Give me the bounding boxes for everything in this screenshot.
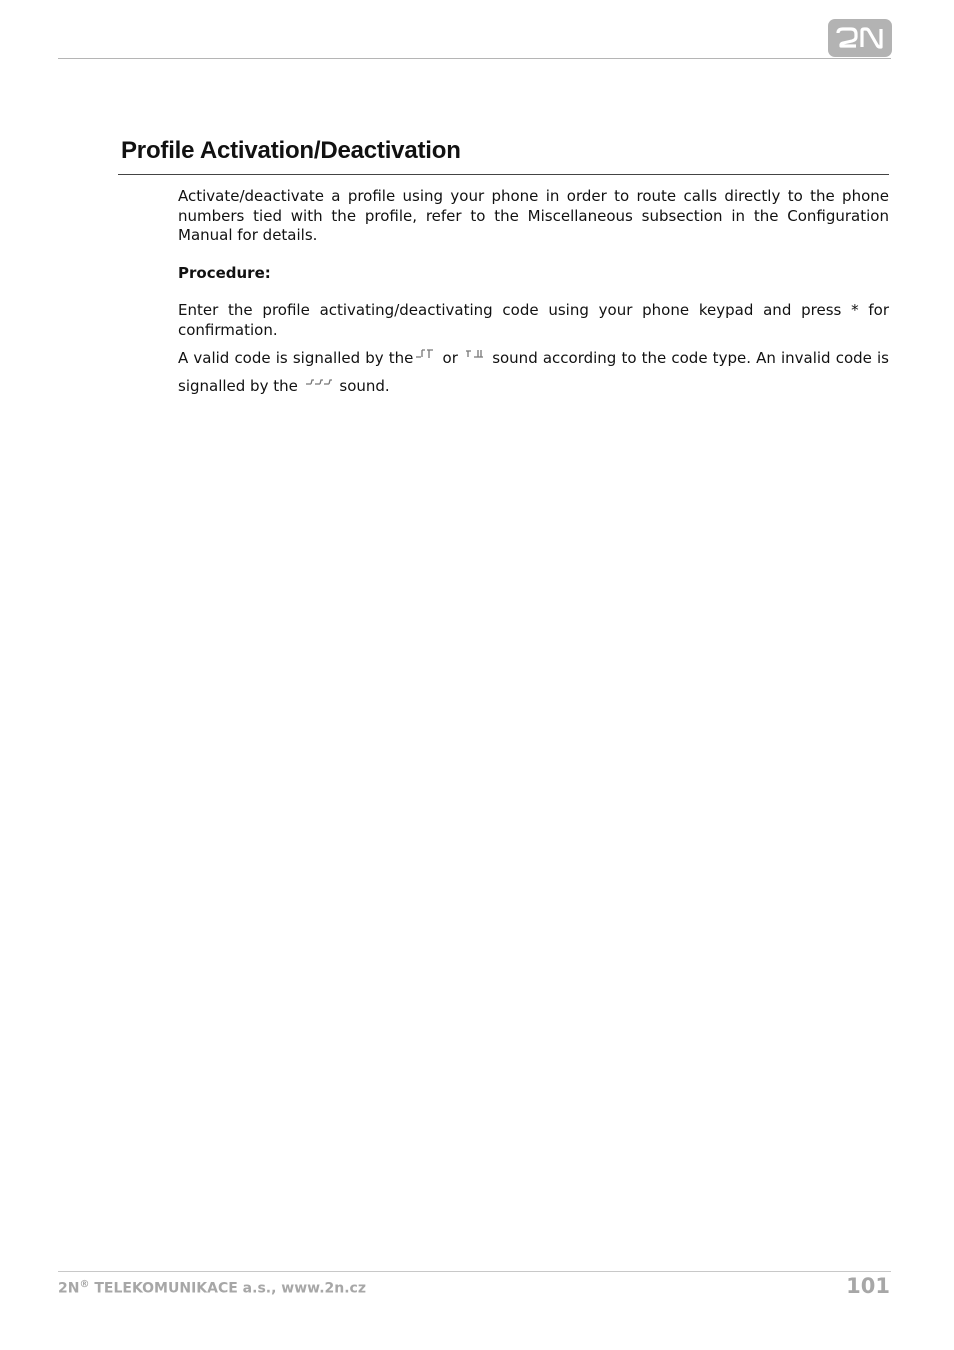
header-rule bbox=[58, 58, 891, 59]
valid-text-2: sound according to the code type. An invalid code is signalled by the bbox=[178, 349, 889, 395]
enter-code-paragraph: Enter the profile activating/deactivating code using your phone keypad and press * for confirmation. bbox=[178, 301, 889, 339]
valid-text-3: sound. bbox=[339, 377, 390, 395]
2n-logo-icon bbox=[828, 19, 892, 57]
footer-company-rest: TELEKOMUNIKACE a.s., www.2n.cz bbox=[89, 1280, 366, 1297]
falling-tone-icon bbox=[465, 346, 485, 373]
registered-mark: ® bbox=[79, 1279, 90, 1290]
page-title: Profile Activation/Deactivation bbox=[121, 137, 461, 164]
valid-text-1: A valid code is signalled by the bbox=[178, 349, 414, 367]
footer-company bbox=[58, 1279, 366, 1297]
rising-tone-icon bbox=[415, 346, 435, 373]
valid-text-or: or bbox=[442, 349, 458, 367]
intro-paragraph: Activate/deactivate a profile using your phone in order to route calls directly to the phone numbers tied with the profile, refer to the Miscellaneous subsection in the Configuration Manual for details. bbox=[178, 187, 889, 244]
footer-company-prefix: 2N bbox=[58, 1280, 80, 1297]
valid-code-paragraph bbox=[178, 345, 889, 401]
section-body bbox=[178, 187, 889, 401]
error-tone-icon bbox=[305, 374, 333, 401]
title-rule bbox=[118, 174, 889, 175]
page-number: 101 bbox=[846, 1274, 890, 1298]
procedure-label: Procedure: bbox=[178, 263, 271, 282]
footer-rule bbox=[58, 1271, 891, 1272]
